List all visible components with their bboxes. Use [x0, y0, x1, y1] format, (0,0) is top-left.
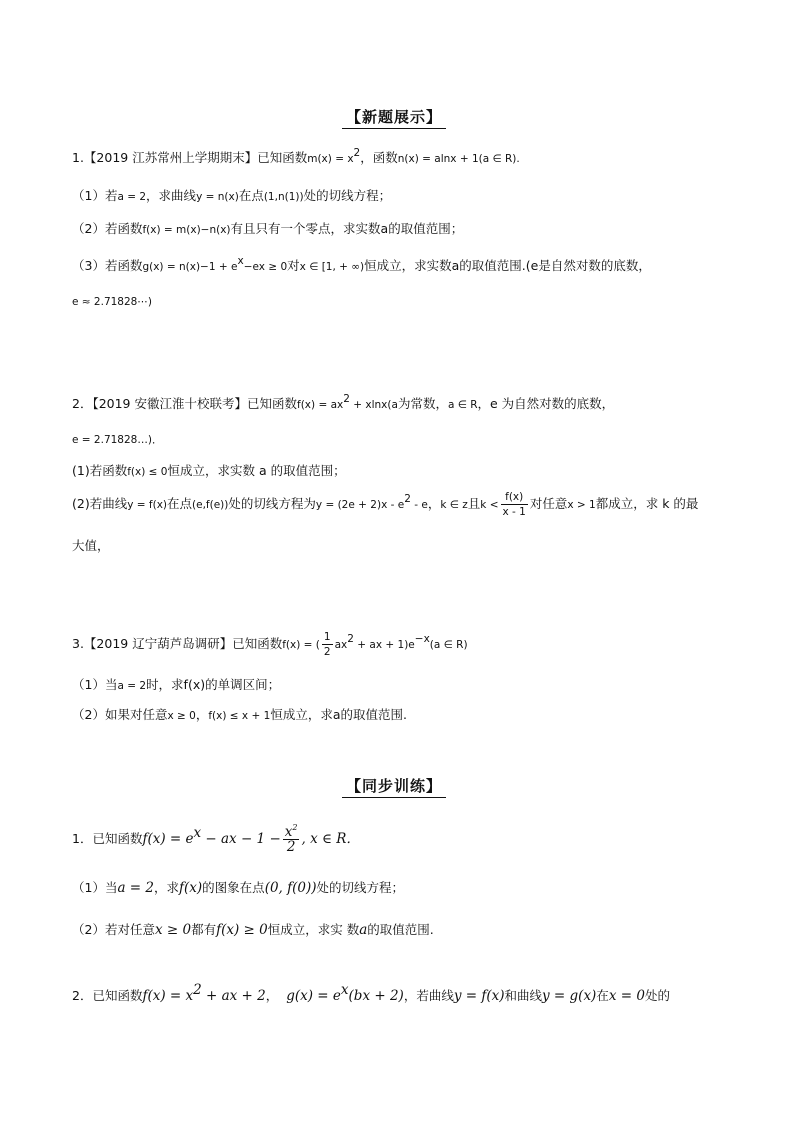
problem-1-part-2: （2）若函数f(x) = m(x)−n(x)有且只有一个零点，求实数a的取值范围；: [72, 221, 464, 236]
fraction-one-half: $\frac{1}{2}$: [323, 631, 331, 658]
problem-3-part-2: （2）如果对任意x ≥ 0，f(x) ≤ x + 1恒成立，求a的取值范围.: [72, 707, 407, 722]
sync-1-part-1: （1）当a = 2，求f(x)的图象在点(0, f(0))处的切线方程；: [72, 880, 405, 896]
fraction-fx-over-x-minus-1: $\frac{f(x)}{x - 1}$: [502, 491, 526, 518]
problem-3-part-1: （1）当a = 2时，求f(x)的单调区间；: [72, 677, 281, 692]
problem-1-e-value: e ≈ 2.71828⋯): [72, 296, 152, 308]
problem-2-e-value: e = 2.71828…)．: [72, 434, 163, 446]
m-definition: m(x) = x: [307, 153, 354, 165]
section-title-sync: 【同步训练】: [342, 775, 446, 798]
sync-1-part-2: （2）若对任意x ≥ 0都有f(x) ≥ 0恒成立，求实 数a的取值范围.: [72, 922, 434, 938]
section-title-new: 【新题展示】: [342, 106, 446, 129]
problem-1-stem: 1.【2019 江苏常州上学期期末】已知函数$m(x) = x^2$，函数n(x) = alnx + 1(a ∈ R).: [72, 147, 520, 165]
problem-1-part-3: （3）若函数$g(x) = n(x)-1 + e^x-ex \ge 0$对x ∈ [1, + ∞)恒成立，求实数a的取值范围.(e是自然对数的底数，: [72, 255, 651, 273]
problem-1-part-1: （1）若a = 2，求曲线y = n(x)在点(1,n(1))处的切线方程；: [72, 188, 392, 203]
problem-2-stem: 2．【2019 安徽江淮十校联考】已知函数$f(x) = ax^2 + xlnx(a$为常数，a ∈ R，e 为自然对数的底数，: [72, 393, 615, 411]
fraction-x-squared-over-2: $\frac{x^2}{2}$: [284, 823, 298, 855]
sync-2-stem: 2．已知函数$f(x) = x^2$ + ax + 2， $g(x) = e^x(bx + 2)$，若曲线y = f(x)和曲线y = g(x)在x = 0处的: [72, 982, 670, 1004]
problem-1-lead: 1.【2019 江苏常州上学期期末】已知函数: [72, 150, 308, 165]
problem-3-stem: 3.【2019 辽宁葫芦岛调研】已知函数f(x) = ( $\frac{1}{2}$ $ax^2$ + ax + $1)e^{-x}(a$ ∈ R): [72, 631, 468, 658]
sync-1-stem: 1．已知函数$f(x) = e^x$ − ax − 1 − $\frac{x^2}{2}$ , x ∈ R．: [72, 823, 360, 855]
n-definition: n(x) = alnx + 1(a ∈ R).: [397, 153, 520, 165]
problem-2-part-1: (1)若函数f(x) ≤ 0恒成立，求实数 a 的取值范围；: [72, 463, 346, 478]
problem-2-part-2: (2)若曲线y = f(x)在点(e,f(e))处的切线方程为$y = (2e + 2)x - e^2 - e$，k ∈ z且k < $\frac{f(x)}{x - 1}$ 对任意x > 1都成立，求 k 的最: [72, 491, 699, 518]
problem-2-part-2-cont: 大值，: [72, 538, 110, 553]
